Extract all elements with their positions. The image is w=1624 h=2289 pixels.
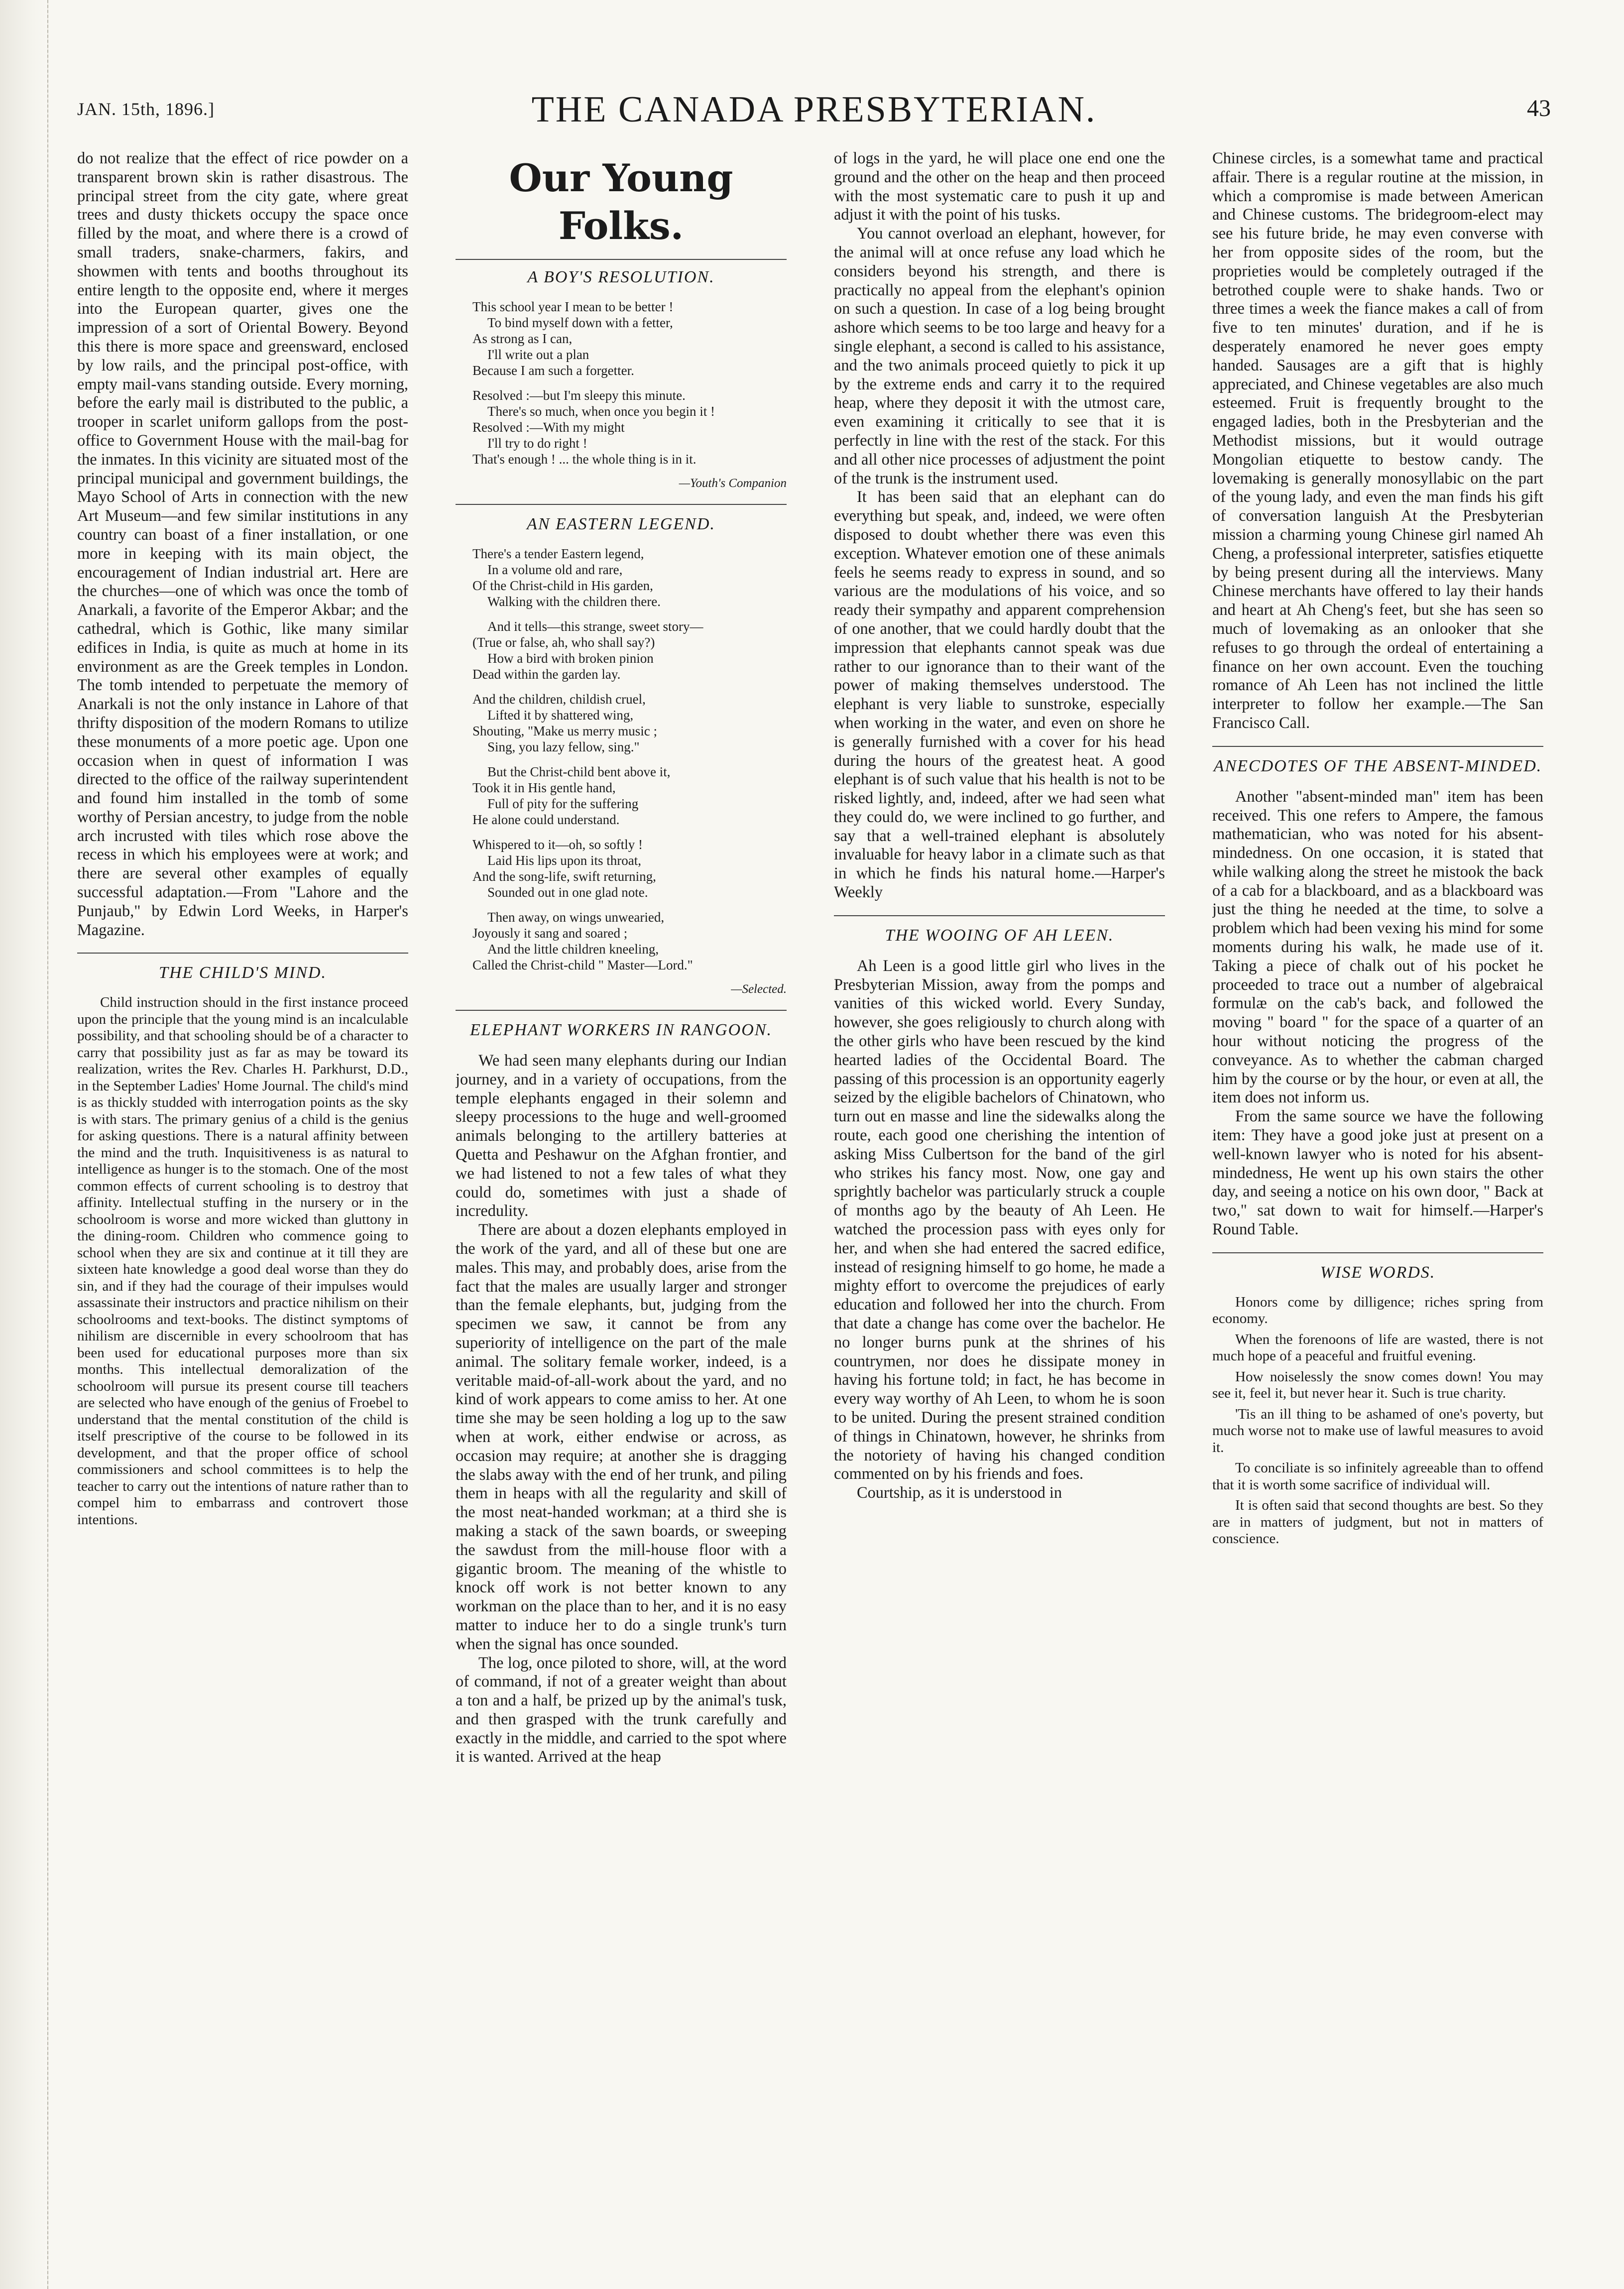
wise-saying: 'Tis an ill thing to be ashamed of one's poverty, but much worse not to make use of lawful measures to avoid it. [1212,1406,1543,1455]
wise-saying: How noiselessly the snow comes down! You may see it, feel it, but never hear it. Such is true charity. [1212,1368,1543,1402]
poem-line: Took it in His gentle hand, [472,780,616,795]
wise-saying: To conciliate is so infinitely agreeable than to offend that it is worth some sacrifice of individual will. [1212,1460,1543,1493]
poem-line: Because I am such a forgetter. [472,363,634,378]
poem-line: (True or false, ah, who shall say?) [472,635,655,650]
elephant-paragraph-3: The log, once piloted to shore, will, at the word of command, if not of a greater weight than about a ton and a half, be prized up by the animal's tusk, and then grasped with the trunk carefully and exactly in the middle, and carried to the spot where it is wanted. Arrived at the heap [456,1654,787,1766]
poem-stanza [472,909,787,973]
poem-stanza [472,691,787,755]
boys-resolution-title: A BOY'S RESOLUTION. [527,268,715,286]
young-folks-masthead: Our Young Folks. [456,154,787,260]
column-1 [77,149,408,2266]
poem-stanza [472,546,787,609]
poem-line: He alone could understand. [472,812,620,827]
wise-words-title: WISE WORDS. [1212,1252,1543,1283]
binding-gutter [0,0,48,2289]
poem-line: Shouting, "Make us merry music ; [472,723,657,738]
boys-resolution-credit: —Youth's Companion [679,477,787,490]
poem-line: Lifted it by shattered wing, [487,708,634,723]
poem-line: There's so much, when once you begin it ! [487,404,715,419]
page-header [77,60,1551,139]
poem-line: Full of pity for the suffering [487,796,639,811]
page-number: 43 [1527,95,1551,121]
poem-line: How a bird with broken pinion [487,651,654,666]
poem-line: Dead within the garden lay. [472,667,621,682]
poem-stanza [472,764,787,828]
eastern-legend-poem [472,546,787,973]
elephant-paragraph-1: We had seen many elephants during our Indian journey, and in a variety of occupations, from the temple elephants engaged in their solemn and sleepy processions to the huge and well-groomed animals belonging to the artillery batteries at Quetta and Peshawur on the Afghan frontier, and we had listened to not a few tales of what they could do, sometimes with just a shade of incredulity. [456,1052,787,1220]
column-4 [1212,149,1543,2266]
poem-line: I'll write out a plan [487,347,589,362]
eastern-legend-title: AN EASTERN LEGEND. [456,504,787,535]
poem-line: Resolved :—but I'm sleepy this minute. [472,388,686,403]
poem-line: And the little children kneeling, [487,942,659,957]
childs-mind-title: THE CHILD'S MIND. [77,953,408,983]
wise-saying: When the forenoons of life are wasted, there is not much hope of a peaceful and fruitful evening. [1212,1331,1543,1364]
poem-line: Joyously it sang and soared ; [472,926,628,941]
poem-stanza [472,299,787,378]
poem-line: Called the Christ-child " Master—Lord." [472,958,693,972]
poem-line: Sounded out in one glad note. [487,885,648,900]
poem-line: Sing, you lazy fellow, sing." [487,739,640,754]
poem-stanza [472,618,787,682]
eastern-legend-credit: —Selected. [731,982,787,996]
anecdotes-paragraph-1: Another "absent-minded man" item has been received. This one refers to Ampere, the famous mathematician, who was noted for his absent-mindedness. On one occasion, it is stated that while walking along the street he mistook the back of a cab for a blackboard, and as a blackboard was just the thing he needed at the time, to solve a problem which had been vexing his mind for some moments during his walk, he made use of it. Taking a piece of chalk out of his pocket he proceeded to trace out a number of algebraical formulæ on the cab's back, and followed the moving " board " for the space of a quarter of an hour without noticing the progress of the conveyance. As to whether the cabman charged him by the course or by the hour, or even at all, the item does not inform us. [1212,787,1543,1107]
poem-stanza [472,837,787,900]
wooing-continued: Chinese circles, is a somewhat tame and practical affair. There is a regular routine at the mission, in which a compromise is made between American and Chinese customs. The bridegroom-elect may see his future bride, he may even converse with her from opposite sides of the room, but the proprieties would be completely outraged if the betrothed couple were to shake hands. Two or three times a week the fiance makes a call of from five to ten minutes' duration, and if he is desperately enamored he never goes empty handed. Sausages are a gift that is highly appreciated, and Chinese vegetables are also much esteemed. Fruit is frequently brought to the engaged ladies, both in the Presbyterian and the Methodist missions, but it would outrage Mongolian etiquette to bestow candy. The lovemaking is generally monosyllabic on the part of the young lady, and even the man finds his gift of conversation languish At the Presbyterian mission a charming young Chinese girl named Ah Cheng, a professional interpreter, satisfies etiquette by being present during all the interviews. Many Chinese merchants have offered to lay their hands and heart at Ah Cheng's feet, but she has seen so much of lovemaking as an onlooker that she refuses to go through the ordeal of entertaining a finance on her own account. Even the touching romance of Ah Leen has not inclined the little interpreter to follow her example.—The San Francisco Call. [1212,149,1543,732]
elephant-paragraph-3-continued: of logs in the yard, he will place one end one the ground and the other on the heap and then proceed with the most systematic care to push it up and adjust it with the point of his tusks. [834,149,1165,224]
poem-line: Of the Christ-child in His garden, [472,578,653,593]
poem-line: Laid His lips upon its throat, [487,853,641,868]
poem-line: I'll try to do right ! [487,436,587,451]
wooing-paragraph-2: Courtship, as it is understood in [857,1484,1062,1502]
poem-line: Then away, on wings unwearied, [487,910,665,925]
elephant-paragraph-4: You cannot overload an elephant, however, for the animal will at once refuse any load which he considers beyond his strength, and there is practically no appeal from the elephant's opinion on such a question. In case of a log being brought ashore which seems to be too large and heavy for a single elephant, a second is called to his assistance, and the two animals proceed quietly to pick it up by the extreme ends and carry it to the required heap, where they deposit it with the utmost care, even examining it critically to see that it is perfectly in line with the rest of the stack. For this and all other nice processes of adjustment the point of the trunk is the instrument used. [834,225,1165,487]
poem-line: That's enough ! ... the whole thing is in it. [472,452,696,467]
anecdotes-title: ANECDOTES OF THE ABSENT-MINDED. [1212,746,1543,777]
poem-line: Walking with the children there. [487,594,661,609]
lahore-article-text: do not realize that the effect of rice powder on a transparent brown skin is rather disastrous. The principal street from the city gate, where great trees and dusty thickets occupy the space once filled by the moat, and where there is a crowd of small traders, snake-charmers, fakirs, and showmen with tents and booths throughout its entire length to the opposite end, where it merges into the European quarter, gives one the impression of a sort of Oriental Bowery. Beyond this there is more space and greensward, enclosed by low rails, and the principal post-office, with empty mail-vans standing outside. Every morning, before the early mail is distributed to the public, a trooper in scarlet uniform gallops from the post-office to Government House with the mail-bag for the inmates. In this vicinity are situated most of the principal municipal and government buildings, the Mayo School of Arts in connection with the new Art Museum—and few similar institutions in any country can boast of a finer installation, or one more in keeping with its main object, the encouragement of Indian industrial art. Here are the churches—one of which was once the tomb of Anarkali, a favorite of the Emperor Akbar; and the cathedral, which is Gothic, like many similar edifices in India, is quite as much at home in its environment as are the Greek temples in London. The tomb intended to perpetuate the memory of Anarkali is not the only instance in Lahore of that thrifty disposition of the modern Romans to utilize these monuments of a more poetic age. Upon one occasion when in quest of information I was directed to the office of the railway superintendent and found him installed in the tomb of some worthy of Persian ancestry, to judge from the noble arch incrusted with tiles which rose above the recess in which his employees were at work; and there are several other examples of equally successful adaptation.—From "Lahore and the Punjaub," by Edwin Lord Weeks, in Harper's Magazine. [77,149,408,939]
poem-line: This school year I mean to be better ! [472,299,674,314]
newspaper-title: THE CANADA PRESBYTERIAN. [531,89,1097,130]
wise-saying: It is often said that second thoughts are best. So they are in matters of judgment, but not in matters of conscience. [1212,1497,1543,1547]
poem-line: There's a tender Eastern legend, [472,546,644,561]
childs-mind-body: Child instruction should in the first instance proceed upon the principle that the young mind is an incalculable possibility, and that schooling should be of a character to carry that possibility just as far as may be toward its realization, writes the Rev. Charles H. Parkhurst, D.D., in the September Ladies' Home Journal. The child's mind is as thickly studded with interrogation points as the sky is with stars. The primary genius of a child is the genius for asking questions. There is a natural affinity between the mind and the truth. Inquisitiveness is as natural to intelligence as hunger is to the stomach. One of the most common effects of current schooling is to destroy that affinity. Intellectual stuffing in the nursery or in the schoolroom is worse and more wicked than gluttony in the dining-room. Children who commence going to school when they are six and continue at it till they are sixteen hate knowledge a good deal worse than they do sin, and if they had the courage of their impulses would assassinate their instructors and practice nihilism on their schoolrooms and text-books. The distinct symptoms of nihilism are discernible in every schoolroom that has been used for educational purposes more than six months. This intellectual demoralization of the schoolroom will pursue its present course till teachers are selected who have enough of the genius of Froebel to understand that the mental constitution of the child is itself prescriptive of the course to be followed in its development, and that the proper office of school commissioners and school committees is to help the teacher to carry out the intentions of nature rather than to compel him to embarrass and controvert those intentions. [77,994,408,1528]
poem-line: But the Christ-child bent above it, [487,764,671,779]
boys-resolution-poem [472,299,787,467]
poem-stanza [472,387,787,467]
poem-line: Whispered to it—oh, so softly ! [472,837,643,852]
poem-line: As strong as I can, [472,331,573,346]
poem-line: To bind myself down with a fetter, [487,315,673,330]
elephant-paragraph-2: There are about a dozen elephants employed in the work of the yard, and all of these but one are males. This may, and probably does, arise from the fact that the males are usually larger and stronger than the female elephants, but, judging from the specimen we saw, it cannot be from any superiority of intelligence on the part of the male animal. The solitary female worker, indeed, is a veritable maid-of-all-work about the yard, and no kind of work appears to come amiss to her. At one time she may be seen holding a log up to the saw when at work, either endwise or across, as occasion may require; at another she is dragging the slabs away with the end of her trunk, and piling them in heaps with all the regularity and skill of the most neat-handed workman; at a third she is making a stack of the sawn boards, or sweeping the sawdust from the mill-house floor with a gigantic broom. The meaning of the whistle to knock off work is not better known to any workman on the place than to her, and it is no easy matter to induce her to do a single trunk's turn when the signal has once sounded. [456,1221,787,1653]
poem-line: And the song-life, swift returning, [472,869,656,884]
poem-line: In a volume old and rare, [487,562,623,577]
wooing-ah-leen-title: THE WOOING OF AH LEEN. [834,915,1165,946]
wise-saying: Honors come by dilligence; riches spring from economy. [1212,1294,1543,1327]
wise-words-list [1212,1294,1543,1548]
column-2 [456,149,787,2266]
poem-line: And it tells—this strange, sweet story— [487,619,703,634]
elephant-workers-title: ELEPHANT WORKERS IN RANGOON. [456,1010,787,1041]
elephant-paragraph-5: It has been said that an elephant can do everything but speak, and, indeed, we were often disposed to doubt whether there was even this exception. Whatever emotion one of these animals feels he seems ready to express in sound, and so various are the modulations of his voice, and so ready their sympathy and apparent comprehension of one another, that we could hardly doubt that the impression that elephants cannot speak was due rather to our ignorance than to their want of the power of making themselves understood. The elephant is very liable to sunstroke, especially when working in the water, and even on shore he is generally furnished with a cover for his head during the hours of the greatest heat. A good elephant is of such value that his health is not to be risked lightly, and, indeed, after we had seen what they could do, we were inclined to go further, and say that a well-trained elephant is absolutely invaluable for heavy labor in a climate such as that in which he finds his natural home.—Harper's Weekly [834,488,1165,902]
poem-line: And the children, childish cruel, [472,692,646,707]
poem-line: Resolved :—With my might [472,420,625,435]
anecdotes-paragraph-2: From the same source we have the following item: They have a good joke just at present on a well-known lawyer who is noted for his absent-mindedness, He went up his own stairs the other day, and seeing a notice on his own door, " Back at two," sat down to wait for himself.—Harper's Round Table. [1212,1107,1543,1239]
column-3 [834,149,1165,2266]
issue-date: JAN. 15th, 1896.] [77,99,215,119]
wooing-paragraph-1: Ah Leen is a good little girl who lives in the Presbyterian Mission, away from the pomps and vanities of this wicked world. Every Sunday, however, she goes religiously to church along with the other girls who have been rescued by the kind hearted ladies of the Occidental Board. The passing of this procession is an opportunity eagerly seized by the eligible bachelors of Chinatown, who turn out en masse and line the sidewalks along the route, each good one cherishing the intention of asking Miss Culbertson for the band of the girl who strikes his fancy most. Now, one gay and sprightly bachelor was particularly struck a couple of months ago by the beauty of Ah Leen. He watched the procession pass with eyes only for her, and when she had entered the sacred edifice, instead of resigning himself to go home, he made a mighty effort to overcome the prejudices of early education and followed her into the church. From that date a change has come over the bachelor. He no longer burns punk at the shrines of his countrymen, nor does he dissipate money in having his fortune told; in fact, he has become in every way worthy of Ah Leen, to whom he is soon to be united. During the present strained condition of things in Chinatown, however, he shrinks from the notoriety of having his changed condition commented on by his friends and foes. [834,957,1165,1483]
